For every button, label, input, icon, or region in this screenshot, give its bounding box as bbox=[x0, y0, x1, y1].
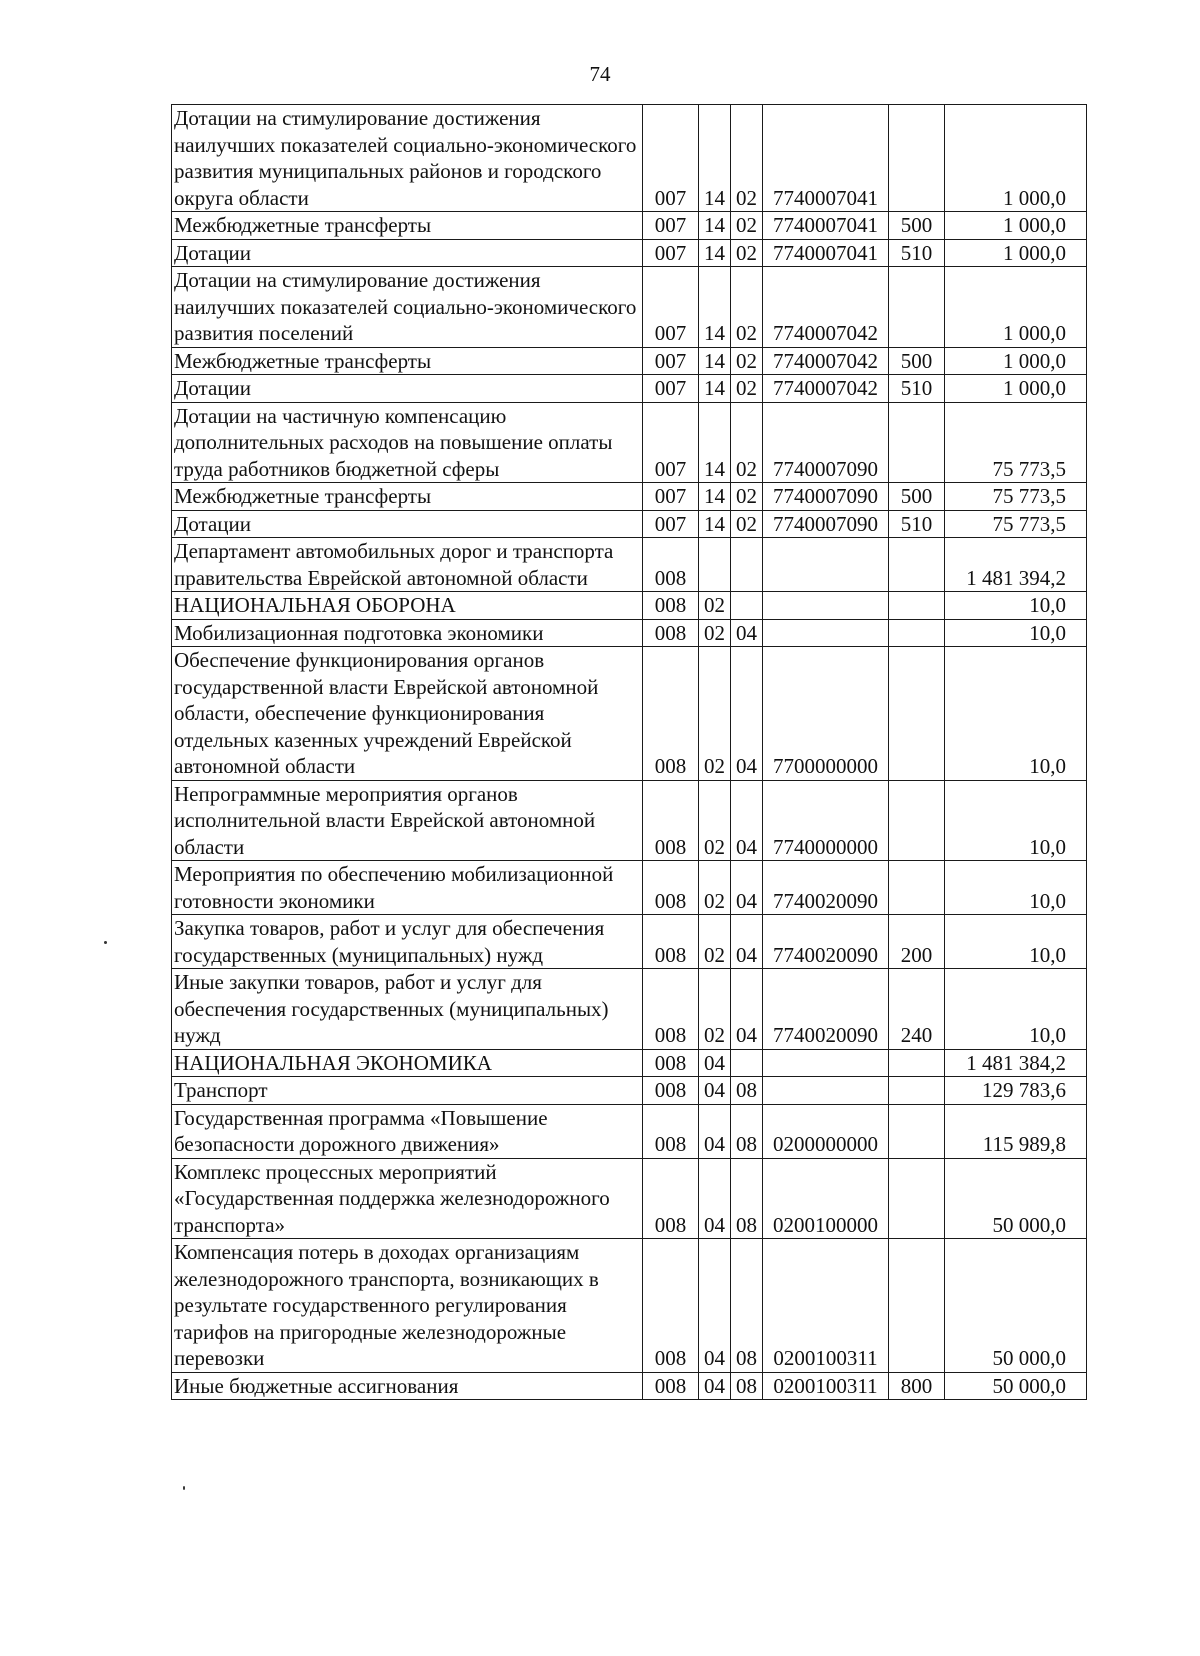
cell-name: НАЦИОНАЛЬНАЯ ЭКОНОМИКА bbox=[172, 1049, 643, 1077]
cell-pr: 02 bbox=[731, 239, 763, 267]
cell-name: Компенсация потерь в доходах организациям железнодорожного транспорта, возникающих в результате государственного регулирования тарифов на пригородные железнодорожные перевозки bbox=[172, 1239, 643, 1373]
cell-name: Комплекс процессных мероприятий «Государственная поддержка железнодорожного транспорта» bbox=[172, 1158, 643, 1239]
cell-csr: 7740007041 bbox=[763, 105, 889, 212]
cell-rz: 02 bbox=[699, 915, 731, 969]
cell-sum: 115 989,8 bbox=[945, 1104, 1087, 1158]
cell-name: Государственная программа «Повышение безопасности дорожного движения» bbox=[172, 1104, 643, 1158]
cell-name: Транспорт bbox=[172, 1077, 643, 1105]
cell-csr bbox=[763, 538, 889, 592]
table-row bbox=[172, 375, 1087, 403]
cell-sum: 75 773,5 bbox=[945, 483, 1087, 511]
cell-rz: 14 bbox=[699, 402, 731, 483]
cell-sum: 10,0 bbox=[945, 619, 1087, 647]
budget-table-body bbox=[172, 105, 1087, 1400]
cell-name: НАЦИОНАЛЬНАЯ ОБОРОНА bbox=[172, 592, 643, 620]
cell-csr: 7740007090 bbox=[763, 402, 889, 483]
table-row bbox=[172, 1372, 1087, 1400]
cell-vr: 510 bbox=[889, 239, 945, 267]
scan-speck bbox=[104, 941, 107, 944]
cell-csr: 7700000000 bbox=[763, 647, 889, 781]
table-row bbox=[172, 619, 1087, 647]
table-row bbox=[172, 267, 1087, 348]
cell-csr: 7740007041 bbox=[763, 212, 889, 240]
cell-sum: 1 000,0 bbox=[945, 212, 1087, 240]
table-row bbox=[172, 861, 1087, 915]
cell-vr: 500 bbox=[889, 483, 945, 511]
cell-ved: 007 bbox=[643, 105, 699, 212]
cell-ved: 008 bbox=[643, 1077, 699, 1105]
cell-sum: 1 000,0 bbox=[945, 105, 1087, 212]
cell-rz: 04 bbox=[699, 1104, 731, 1158]
cell-csr: 7740020090 bbox=[763, 915, 889, 969]
cell-name: Иные закупки товаров, работ и услуг для обеспечения государственных (муниципальных) нужд bbox=[172, 969, 643, 1050]
cell-name: Мобилизационная подготовка экономики bbox=[172, 619, 643, 647]
cell-vr: 800 bbox=[889, 1372, 945, 1400]
cell-pr bbox=[731, 592, 763, 620]
cell-pr: 04 bbox=[731, 861, 763, 915]
cell-pr: 04 bbox=[731, 619, 763, 647]
cell-ved: 007 bbox=[643, 402, 699, 483]
cell-csr: 7740020090 bbox=[763, 861, 889, 915]
cell-pr: 02 bbox=[731, 483, 763, 511]
cell-sum: 1 000,0 bbox=[945, 347, 1087, 375]
table-row bbox=[172, 647, 1087, 781]
cell-csr: 7740007042 bbox=[763, 267, 889, 348]
cell-csr: 7740007041 bbox=[763, 239, 889, 267]
cell-csr: 7740007042 bbox=[763, 375, 889, 403]
cell-name: Дотации bbox=[172, 510, 643, 538]
cell-pr: 02 bbox=[731, 105, 763, 212]
cell-pr: 04 bbox=[731, 915, 763, 969]
cell-ved: 008 bbox=[643, 1158, 699, 1239]
cell-ved: 007 bbox=[643, 212, 699, 240]
table-row bbox=[172, 402, 1087, 483]
cell-name: Межбюджетные трансферты bbox=[172, 212, 643, 240]
cell-sum: 129 783,6 bbox=[945, 1077, 1087, 1105]
cell-ved: 007 bbox=[643, 483, 699, 511]
cell-name: Дотации bbox=[172, 375, 643, 403]
cell-csr bbox=[763, 592, 889, 620]
cell-vr bbox=[889, 1049, 945, 1077]
scan-speck bbox=[183, 1486, 185, 1490]
cell-vr: 510 bbox=[889, 510, 945, 538]
cell-rz: 14 bbox=[699, 267, 731, 348]
cell-sum: 50 000,0 bbox=[945, 1239, 1087, 1373]
cell-ved: 007 bbox=[643, 347, 699, 375]
cell-pr: 04 bbox=[731, 969, 763, 1050]
cell-name: Межбюджетные трансферты bbox=[172, 347, 643, 375]
cell-ved: 008 bbox=[643, 1049, 699, 1077]
cell-vr bbox=[889, 267, 945, 348]
table-row bbox=[172, 538, 1087, 592]
cell-sum: 10,0 bbox=[945, 969, 1087, 1050]
cell-vr: 240 bbox=[889, 969, 945, 1050]
cell-vr bbox=[889, 1158, 945, 1239]
table-row bbox=[172, 1077, 1087, 1105]
cell-ved: 008 bbox=[643, 619, 699, 647]
cell-csr: 0200100311 bbox=[763, 1372, 889, 1400]
cell-csr: 7740007090 bbox=[763, 483, 889, 511]
table-row bbox=[172, 1239, 1087, 1373]
table-row bbox=[172, 592, 1087, 620]
cell-vr: 200 bbox=[889, 915, 945, 969]
cell-name: Иные бюджетные ассигнования bbox=[172, 1372, 643, 1400]
table-row bbox=[172, 969, 1087, 1050]
cell-name: Дотации на стимулирование достижения наилучших показателей социально-экономического развития поселений bbox=[172, 267, 643, 348]
cell-rz: 14 bbox=[699, 239, 731, 267]
cell-rz: 02 bbox=[699, 861, 731, 915]
cell-sum: 1 000,0 bbox=[945, 267, 1087, 348]
page-number: 74 bbox=[589, 62, 611, 86]
table-row bbox=[172, 510, 1087, 538]
cell-vr bbox=[889, 592, 945, 620]
cell-csr: 0200000000 bbox=[763, 1104, 889, 1158]
cell-name: Мероприятия по обеспечению мобилизационной готовности экономики bbox=[172, 861, 643, 915]
cell-vr bbox=[889, 861, 945, 915]
cell-ved: 007 bbox=[643, 510, 699, 538]
cell-pr: 02 bbox=[731, 212, 763, 240]
cell-sum: 50 000,0 bbox=[945, 1158, 1087, 1239]
cell-rz: 14 bbox=[699, 510, 731, 538]
table-row bbox=[172, 915, 1087, 969]
cell-csr: 7740020090 bbox=[763, 969, 889, 1050]
cell-pr: 04 bbox=[731, 780, 763, 861]
cell-vr bbox=[889, 1239, 945, 1373]
cell-rz: 04 bbox=[699, 1077, 731, 1105]
table-row bbox=[172, 483, 1087, 511]
cell-rz: 04 bbox=[699, 1372, 731, 1400]
cell-name: Департамент автомобильных дорог и транспорта правительства Еврейской автономной области bbox=[172, 538, 643, 592]
cell-ved: 008 bbox=[643, 647, 699, 781]
cell-name: Непрограммные мероприятия органов исполнительной власти Еврейской автономной области bbox=[172, 780, 643, 861]
cell-sum: 1 000,0 bbox=[945, 375, 1087, 403]
cell-vr bbox=[889, 105, 945, 212]
cell-rz: 02 bbox=[699, 592, 731, 620]
cell-ved: 008 bbox=[643, 780, 699, 861]
cell-vr bbox=[889, 619, 945, 647]
cell-vr bbox=[889, 402, 945, 483]
cell-vr: 500 bbox=[889, 347, 945, 375]
cell-ved: 007 bbox=[643, 267, 699, 348]
cell-rz: 14 bbox=[699, 105, 731, 212]
cell-sum: 75 773,5 bbox=[945, 510, 1087, 538]
cell-ved: 007 bbox=[643, 239, 699, 267]
table-row bbox=[172, 105, 1087, 212]
cell-rz: 04 bbox=[699, 1049, 731, 1077]
cell-pr bbox=[731, 538, 763, 592]
cell-csr: 7740000000 bbox=[763, 780, 889, 861]
cell-rz: 14 bbox=[699, 375, 731, 403]
cell-csr bbox=[763, 1077, 889, 1105]
cell-sum: 10,0 bbox=[945, 592, 1087, 620]
cell-sum: 50 000,0 bbox=[945, 1372, 1087, 1400]
cell-ved: 008 bbox=[643, 538, 699, 592]
cell-rz: 02 bbox=[699, 619, 731, 647]
cell-pr: 08 bbox=[731, 1104, 763, 1158]
cell-csr: 7740007090 bbox=[763, 510, 889, 538]
table-row bbox=[172, 1158, 1087, 1239]
cell-vr bbox=[889, 1104, 945, 1158]
cell-pr: 08 bbox=[731, 1158, 763, 1239]
cell-csr: 0200100311 bbox=[763, 1239, 889, 1373]
cell-ved: 008 bbox=[643, 1239, 699, 1373]
cell-pr: 08 bbox=[731, 1077, 763, 1105]
cell-name: Дотации bbox=[172, 239, 643, 267]
cell-ved: 007 bbox=[643, 375, 699, 403]
table-row bbox=[172, 780, 1087, 861]
cell-vr: 510 bbox=[889, 375, 945, 403]
cell-pr: 02 bbox=[731, 402, 763, 483]
cell-csr: 7740007042 bbox=[763, 347, 889, 375]
cell-sum: 10,0 bbox=[945, 915, 1087, 969]
cell-name: Межбюджетные трансферты bbox=[172, 483, 643, 511]
cell-ved: 008 bbox=[643, 592, 699, 620]
table-row bbox=[172, 347, 1087, 375]
cell-sum: 1 000,0 bbox=[945, 239, 1087, 267]
cell-vr: 500 bbox=[889, 212, 945, 240]
cell-name: Дотации на частичную компенсацию дополнительных расходов на повышение оплаты труда работников бюджетной сферы bbox=[172, 402, 643, 483]
table-row bbox=[172, 239, 1087, 267]
cell-rz: 14 bbox=[699, 483, 731, 511]
cell-sum: 1 481 384,2 bbox=[945, 1049, 1087, 1077]
cell-rz: 04 bbox=[699, 1158, 731, 1239]
cell-sum: 10,0 bbox=[945, 861, 1087, 915]
cell-name: Дотации на стимулирование достижения наилучших показателей социально-экономического развития муниципальных районов и городского округа области bbox=[172, 105, 643, 212]
cell-rz: 02 bbox=[699, 969, 731, 1050]
cell-ved: 008 bbox=[643, 969, 699, 1050]
cell-pr: 08 bbox=[731, 1239, 763, 1373]
cell-vr bbox=[889, 1077, 945, 1105]
cell-rz: 02 bbox=[699, 780, 731, 861]
table-row bbox=[172, 1104, 1087, 1158]
cell-ved: 008 bbox=[643, 1372, 699, 1400]
table-row bbox=[172, 1049, 1087, 1077]
cell-sum: 10,0 bbox=[945, 780, 1087, 861]
cell-pr: 02 bbox=[731, 347, 763, 375]
cell-rz: 04 bbox=[699, 1239, 731, 1373]
cell-name: Обеспечение функционирования органов государственной власти Еврейской автономной области, обеспечение функционирования отдельных казенных учреждений Еврейской автономной области bbox=[172, 647, 643, 781]
cell-rz: 14 bbox=[699, 212, 731, 240]
cell-vr bbox=[889, 538, 945, 592]
cell-rz: 14 bbox=[699, 347, 731, 375]
cell-pr: 04 bbox=[731, 647, 763, 781]
cell-vr bbox=[889, 780, 945, 861]
cell-rz bbox=[699, 538, 731, 592]
cell-csr: 0200100000 bbox=[763, 1158, 889, 1239]
cell-sum: 10,0 bbox=[945, 647, 1087, 781]
cell-pr: 08 bbox=[731, 1372, 763, 1400]
cell-ved: 008 bbox=[643, 1104, 699, 1158]
cell-name: Закупка товаров, работ и услуг для обеспечения государственных (муниципальных) нужд bbox=[172, 915, 643, 969]
cell-pr: 02 bbox=[731, 510, 763, 538]
cell-pr: 02 bbox=[731, 375, 763, 403]
cell-pr: 02 bbox=[731, 267, 763, 348]
cell-vr bbox=[889, 647, 945, 781]
budget-table bbox=[171, 104, 1087, 1400]
cell-ved: 008 bbox=[643, 915, 699, 969]
cell-ved: 008 bbox=[643, 861, 699, 915]
cell-csr bbox=[763, 1049, 889, 1077]
cell-pr bbox=[731, 1049, 763, 1077]
cell-sum: 75 773,5 bbox=[945, 402, 1087, 483]
cell-sum: 1 481 394,2 bbox=[945, 538, 1087, 592]
cell-rz: 02 bbox=[699, 647, 731, 781]
cell-csr bbox=[763, 619, 889, 647]
table-row bbox=[172, 212, 1087, 240]
